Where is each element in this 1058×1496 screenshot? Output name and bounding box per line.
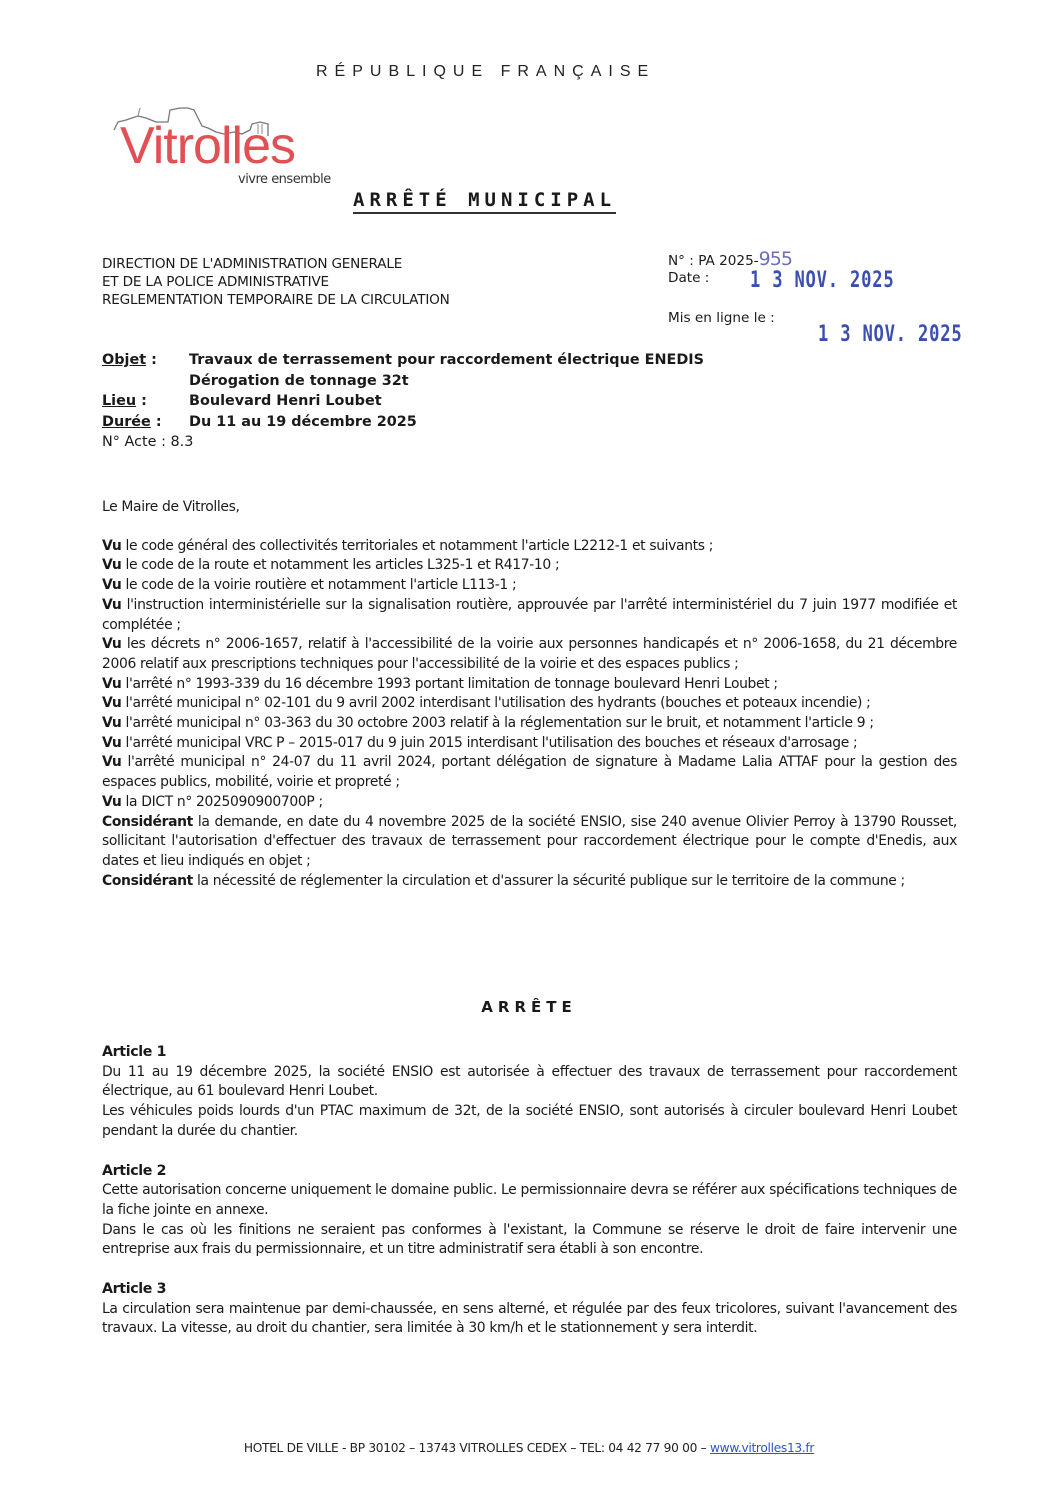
visa-text: l'arrêté municipal n° 02-101 du 9 avril 2002 interdisant l'utilisation des hydrants (bouches et poteaux incendie) ; <box>121 695 871 712</box>
visa-text: l'arrêté municipal VRC P – 2015-017 du 9 juin 2015 interdisant l'utilisation des bouches et réseaux d'arrosage ; <box>121 734 858 751</box>
visa-lead: Vu <box>102 793 122 810</box>
visa-lead: Vu <box>102 596 122 613</box>
article-3 <box>102 1280 957 1339</box>
visa-item <box>102 793 957 813</box>
article-paragraph: Dans le cas où les finitions ne seraient pas conformes à l'existant, la Commune se réserve le droit de faire intervenir une entreprise aux frais du permissionnaire, et un titre administratif sera établi à son encontre. <box>102 1221 957 1258</box>
duree-sep: : <box>150 413 162 430</box>
visa-item <box>102 576 957 596</box>
visa-text: le code de la route et notamment les articles L325-1 et R417-10 ; <box>121 557 560 574</box>
article-paragraph: Les véhicules poids lourds d'un PTAC maximum de 32t, de la société ENSIO, sont autorisés à circuler boulevard Henri Loubet pendant la durée du chantier. <box>102 1103 957 1139</box>
vitrolles-logo <box>112 100 372 192</box>
visa-item <box>102 734 957 754</box>
numero-handwritten: 955 <box>758 248 792 270</box>
date-stamp-text: 1 3 NOV. 2025 <box>750 268 895 293</box>
article-title: Article 3 <box>102 1281 167 1298</box>
republique-francaise-header: RÉPUBLIQUE FRANÇAISE <box>316 63 656 80</box>
visa-text: les décrets n° 2006-1657, relatif à l'accessibilité de la voirie aux personnes handicapés et n° 2006-1658, du 21 décembre 2006 relatif aux prescriptions techniques pour l'accessibilité de la voirie et des espaces publics ; <box>102 636 957 672</box>
duree-row <box>102 412 704 433</box>
salutation: Le Maire de Vitrolles, <box>102 499 240 515</box>
visa-lead: Vu <box>102 636 122 653</box>
visa-item <box>102 714 957 734</box>
visa-lead: Considérant <box>102 813 193 830</box>
objet-row-2 <box>102 371 704 392</box>
visa-text: le code général des collectivités territoriales et notamment l'article L2212-1 et suivants ; <box>121 537 714 554</box>
article-2 <box>102 1162 957 1261</box>
online-stamp-text: 1 3 NOV. 2025 <box>818 322 963 347</box>
arrete-heading: ARRÊTE <box>481 998 577 1016</box>
footer-address: HOTEL DE VILLE - BP 30102 – 13743 VITROLLES CEDEX – TEL: 04 42 77 90 00 – <box>243 1441 710 1455</box>
objet-row <box>102 350 704 371</box>
objet-value-1: Travaux de terrassement pour raccordement électrique ENEDIS <box>189 352 704 368</box>
visa-lead: Vu <box>102 557 122 574</box>
document-title: ARRÊTÉ MUNICIPAL <box>353 189 616 214</box>
lieu-value: Boulevard Henri Loubet <box>189 393 382 409</box>
visa-lead: Vu <box>102 675 122 692</box>
logo-tagline: vivre ensemble <box>238 172 331 187</box>
visa-item <box>102 675 957 695</box>
duree-value: Du 11 au 19 décembre 2025 <box>189 413 417 430</box>
duree-label: Durée <box>102 413 151 430</box>
lieu-row <box>102 391 704 412</box>
article-title: Article 2 <box>102 1162 167 1179</box>
objet-label: Objet <box>102 352 147 368</box>
objet-block <box>102 350 704 453</box>
online-stamp <box>818 322 1003 347</box>
visa-lead: Vu <box>102 715 122 732</box>
visa-item <box>102 596 957 635</box>
visa-text: la demande, en date du 4 novembre 2025 de la société ENSIO, sise 240 avenue Olivier Perroy à 13790 Rousset, sollicitant l'autorisation d'effectuer des travaux de terrassement pour raccordement électrique pour le compte d'Enedis, aux dates et lieu indiqués en objet ; <box>102 813 957 869</box>
article-title: Article 1 <box>102 1044 167 1060</box>
preamble <box>102 498 957 891</box>
objet-value-2: Dérogation de tonnage 32t <box>189 372 409 389</box>
numero-label: N° : PA 2025- <box>668 253 759 269</box>
visa-text: l'arrêté municipal n° 24-07 du 11 avril 2024, portant délégation de signature à Madame Lalia ATTAF pour la gestion des espaces publics, mobilité, voirie et propreté ; <box>102 754 957 791</box>
visa-text: l'arrêté n° 1993-339 du 16 décembre 1993 portant limitation de tonnage boulevard Henri Loubet ; <box>121 675 778 692</box>
visa-text: le code de la voirie routière et notamment l'article L113-1 ; <box>121 577 517 594</box>
numero-row <box>668 248 792 270</box>
visa-lead: Vu <box>102 754 122 771</box>
visa-item <box>102 813 957 872</box>
direction-line: ET DE LA POLICE ADMINISTRATIVE <box>102 274 329 290</box>
logo-wordmark: Vitrolles <box>120 117 296 175</box>
acte-row <box>102 432 704 453</box>
visa-item <box>102 872 957 892</box>
visa-lead: Vu <box>102 537 122 554</box>
date-label: Date : <box>668 270 710 286</box>
footer <box>0 1441 1058 1455</box>
visa-item <box>102 556 957 576</box>
visa-text: la DICT n° 2025090900700P ; <box>121 793 323 810</box>
direction-line: REGLEMENTATION TEMPORAIRE DE LA CIRCULATION <box>102 292 450 308</box>
acte-number: N° Acte : 8.3 <box>102 434 194 450</box>
objet-sep: : <box>146 352 157 368</box>
article-paragraph: La circulation sera maintenue par demi-chaussée, en sens alterné, et régulée par des feux tricolores, suivant l'avancement des travaux. La vitesse, au droit du chantier, sera limitée à 30 km/h et le stationnement y sera interdit. <box>102 1300 957 1337</box>
visa-item <box>102 537 957 557</box>
direction-block <box>102 255 450 309</box>
visa-item <box>102 694 957 714</box>
visa-text: l'instruction interministérielle sur la signalisation routière, approuvée par l'arrêté interministériel du 7 juin 1977 modifiée et complétée ; <box>102 596 957 633</box>
website-link[interactable]: www.vitrolles13.fr <box>710 1441 815 1455</box>
direction-line: DIRECTION DE L'ADMINISTRATION GENERALE <box>102 256 403 272</box>
visa-lead: Vu <box>102 577 122 594</box>
visa-text: la nécessité de réglementer la circulation et d'assurer la sécurité publique sur le territoire de la commune ; <box>192 872 905 889</box>
visa-text: l'arrêté municipal n° 03-363 du 30 octobre 2003 relatif à la réglementation sur le bruit, et notamment l'article 9 ; <box>121 715 874 732</box>
visas-list <box>102 537 957 892</box>
visa-lead: Considérant <box>102 872 193 889</box>
lieu-sep: : <box>136 393 147 409</box>
articles-list <box>102 1043 957 1359</box>
lieu-label: Lieu <box>102 393 137 409</box>
visa-lead: Vu <box>102 734 122 751</box>
date-stamp <box>750 268 935 293</box>
visa-lead: Vu <box>102 695 122 712</box>
visa-item <box>102 753 957 792</box>
online-label: Mis en ligne le : <box>668 310 775 326</box>
article-paragraph: Cette autorisation concerne uniquement le domaine public. Le permissionnaire devra se référer aux spécifications techniques de la fiche jointe en annexe. <box>102 1182 957 1218</box>
article-paragraph: Du 11 au 19 décembre 2025, la société ENSIO est autorisée à effectuer des travaux de terrassement pour raccordement électrique, au 61 boulevard Henri Loubet. <box>102 1063 957 1100</box>
visa-item <box>102 635 957 674</box>
article-1 <box>102 1043 957 1142</box>
